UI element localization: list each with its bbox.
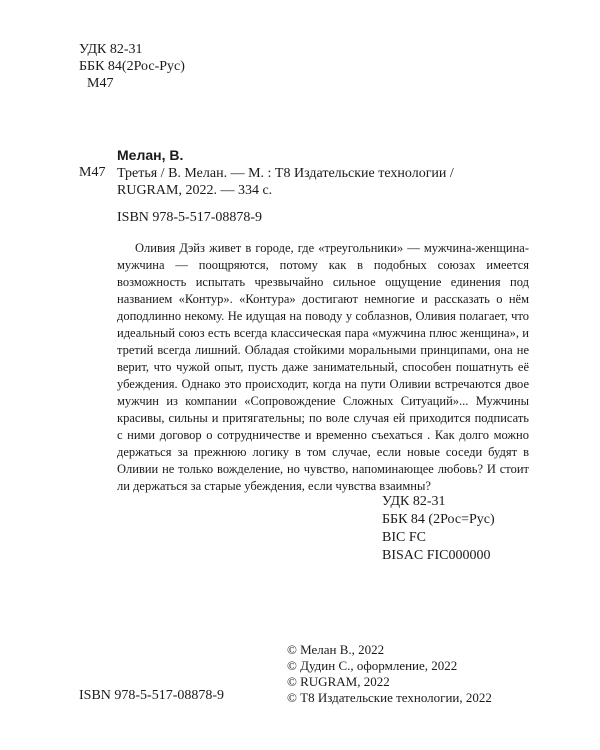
isbn-bottom: ISBN 978-5-517-08878-9	[79, 688, 225, 703]
bic-code: BIC FC	[382, 530, 426, 545]
description-line-1: Третья / В. Мелан. — М. : Т8 Издательские технологии /	[117, 166, 454, 181]
classification-block-right	[382, 493, 495, 565]
copyright-line: © Мелан В., 2022	[287, 642, 385, 657]
copyright-line: © RUGRAM, 2022	[287, 674, 390, 689]
bbk-code: ББК 84(2Рос-Рус)	[79, 59, 185, 74]
udk-code: УДК 82-31	[79, 42, 143, 57]
annotation-text: Оливия Дэйз живет в городе, где «треугольники» — мужчина-женщина-мужчина — поощряются, потому как в подобных союзах имеется возможность испытать чрезвычайно сильное ощущение единения под названием «Контур». «Контура» достигают немногие и рассказать о нём доподлинно некому. Не идущая на поводу у соблазнов, Оливия полагает, что идеальный союз есть всегда классическая пара «мужчина плюс женщина», и третий всегда лишний. Обладая стойкими моральными принципами, она не верит, что чужой опыт, пусть даже занимательный, способен пошатнуть её убеждения. Однако это происходит, когда на пути Оливии встречаются двое мужчин из компании «Сопровождение Сложных Ситуаций»... Мужчины красивы, сильны и притягательны; по воле случая ей приходится подписать с ними договор о сотрудничестве и временно съехаться . Как долго можно держаться за прежнюю логику в том случае, если новые соседи будят в Оливии не только вожделение, но чувство, напоминающее любовь? И стоит ли держаться за старые убеждения, если чувства взаимны?	[117, 241, 529, 493]
classification-block-top	[79, 41, 185, 92]
copyright-line: © Дудин С., оформление, 2022	[287, 658, 458, 673]
copyright-line: © Т8 Издательские технологии, 2022	[287, 690, 492, 705]
bibliographic-description	[117, 165, 527, 199]
author-mark-left: М47	[79, 165, 106, 180]
bisac-code: BISAC FIC000000	[382, 548, 491, 563]
copyright-block	[287, 642, 492, 706]
author-heading: Мелан, В.	[117, 147, 184, 163]
author-mark: М47	[87, 76, 114, 91]
udk-code-right: УДК 82-31	[382, 494, 446, 509]
isbn-top: ISBN 978-5-517-08878-9	[117, 210, 263, 225]
description-line-2: RUGRAM, 2022. — 334 с.	[117, 183, 273, 198]
bbk-code-right: ББК 84 (2Рос=Рус)	[382, 512, 495, 527]
